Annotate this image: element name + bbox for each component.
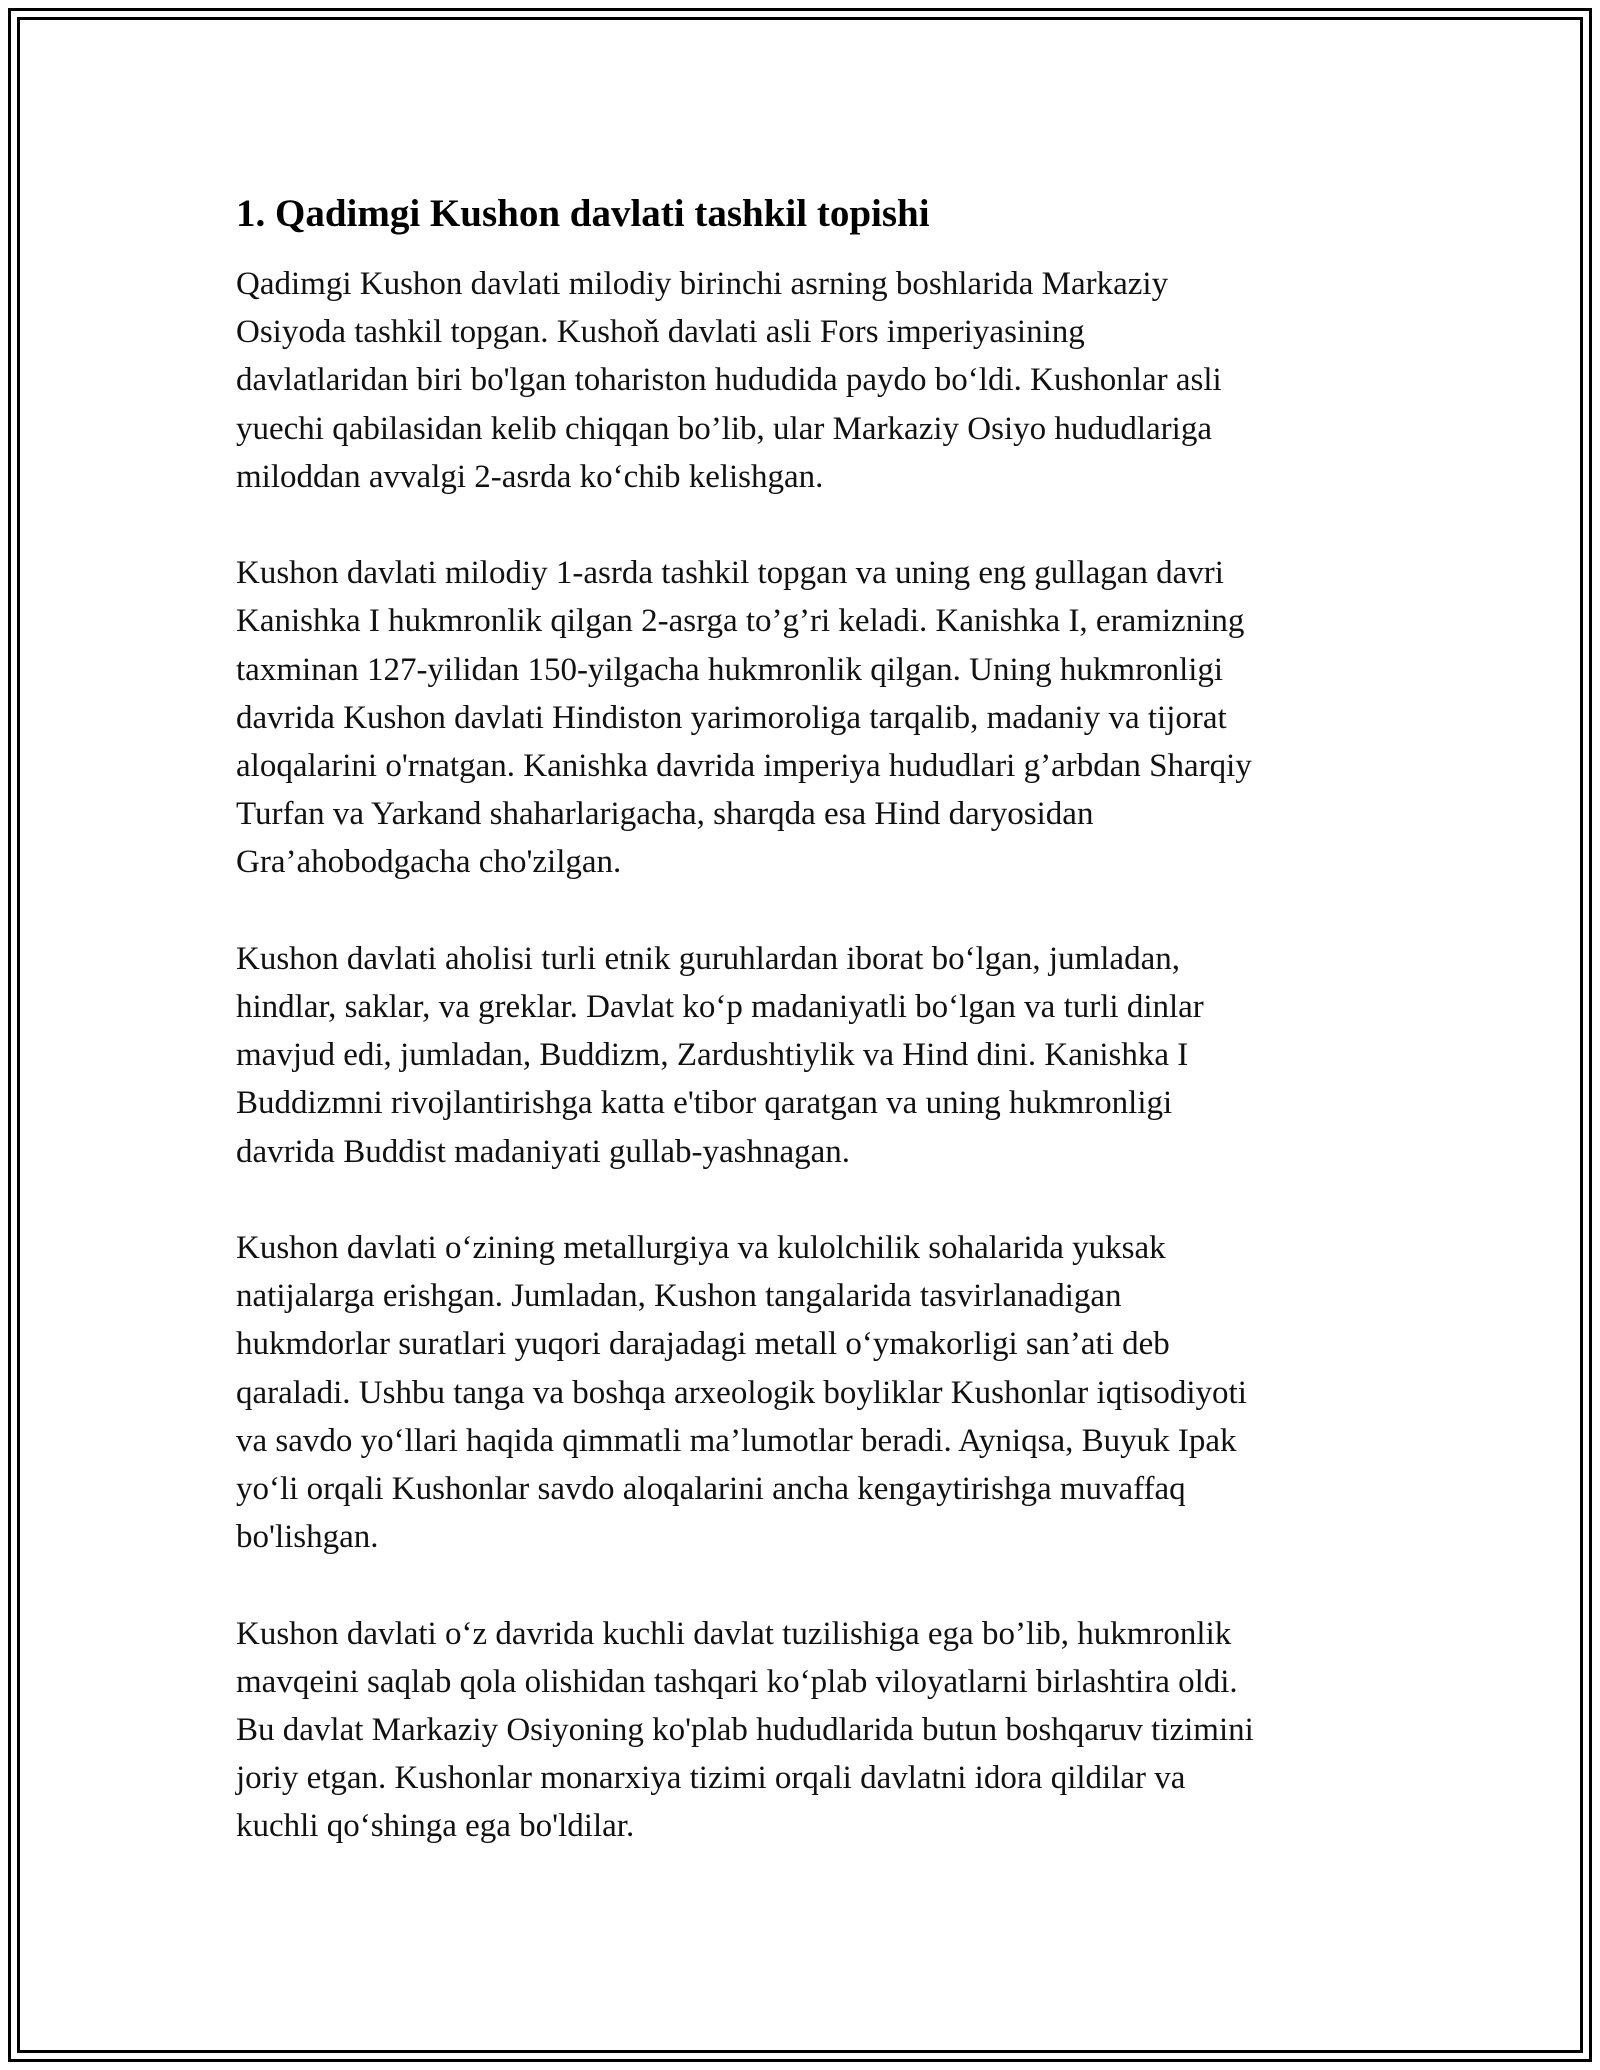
- text-line: davrida Kushon davlati Hindiston yarimoroliga tarqalib, madaniy va tijorat: [236, 699, 1227, 736]
- text-line: hukmdorlar suratlari yuqori darajadagi metall o‘ymakorligi san’ati deb: [236, 1326, 1170, 1363]
- paragraph-4: [236, 1224, 1376, 1561]
- text-line: Qadimgi Kushon davlati milodiy birinchi asrning boshlarida Markaziy: [236, 266, 1169, 302]
- paragraph-3: [236, 935, 1376, 1176]
- text-line: joriy etgan. Kushonlar monarxiya tizimi orqali davlatni idora qildilar va: [236, 1760, 1186, 1797]
- paragraph-2: [236, 549, 1376, 886]
- text-line: davlatlaridan biri bo'lgan tohariston hududida paydo bo‘ldi. Kushonlar asli: [236, 362, 1222, 399]
- text-line: Gra’ahobodgacha cho'zilgan.: [236, 844, 622, 881]
- text-line: mavqeini saqlab qola olishidan tashqari ko‘plab viloyatlarni birlashtira oldi.: [236, 1663, 1238, 1700]
- paragraph-1: [236, 260, 1376, 501]
- text-line: Turfan va Yarkand shaharlarigacha, sharqda esa Hind daryosidan: [236, 796, 1094, 833]
- text-line: Buddizmni rivojlantirishga katta e'tibor qaratgan va uning hukmronligi: [236, 1085, 1173, 1122]
- text-line: Bu davlat Markaziy Osiyoning ko'plab hududlarida butun boshqaruv tizimini: [236, 1712, 1254, 1749]
- text-line: aloqalarini o'rnatgan. Kanishka davrida imperiya hududlari g’arbdan Sharqiy: [236, 748, 1252, 785]
- section-heading: 1. Qadimgi Kushon davlati tashkil topishi: [236, 192, 930, 235]
- text-line: Kushon davlati milodiy 1-asrda tashkil topgan va uning eng gullagan davri: [236, 555, 1224, 592]
- text-line: taxminan 127-yilidan 150-yilgacha hukmronlik qilgan. Uning hukmronligi: [236, 651, 1224, 688]
- text-line: natijalarga erishgan. Jumladan, Kushon tangalarida tasvirlanadigan: [236, 1278, 1122, 1315]
- text-line: Kushon davlati o‘z davrida kuchli davlat tuzilishiga ega bo’lib, hukmronlik: [236, 1615, 1232, 1652]
- document-body: [236, 188, 1376, 1899]
- paragraph-5: [236, 1610, 1376, 1851]
- text-line: hindlar, saklar, va greklar. Davlat ko‘p madaniyatli bo‘lgan va turli dinlar: [236, 989, 1204, 1026]
- text-line: yo‘li orqali Kushonlar savdo aloqalarini ancha kengaytirishga muvaffaq: [236, 1471, 1186, 1508]
- text-line: Kanishka I hukmronlik qilgan 2-asrga to’g’ri keladi. Kanishka I, eramizning: [236, 603, 1245, 640]
- text-line: bo'lishgan.: [236, 1519, 379, 1556]
- text-line: mavjud edi, jumladan, Buddizm, Zardushtiylik va Hind dini. Kanishka I: [236, 1037, 1189, 1074]
- text-line: Kushon davlati aholisi turli etnik guruhlardan iborat bo‘lgan, jumladan,: [236, 940, 1180, 977]
- text-line: yuechi qabilasidan kelib chiqqan bo’lib, ular Markaziy Osiyo hududlariga: [236, 410, 1212, 447]
- text-line: kuchli qo‘shinga ega bo'ldilar.: [236, 1808, 635, 1845]
- text-line: davrida Buddist madaniyati gullab-yashnagan.: [236, 1133, 851, 1170]
- text-line: Osiyoda tashkil topgan. Kushoň davlati asli Fors imperiyasining: [236, 314, 1085, 351]
- text-line: Kushon davlati o‘zining metallurgiya va kulolchilik sohalarida yuksak: [236, 1230, 1166, 1267]
- text-line: miloddan avvalgi 2-asrda ko‘chib kelishgan.: [236, 458, 824, 495]
- text-line: va savdo yo‘llari haqida qimmatli ma’lumotlar beradi. Ayniqsa, Buyuk Ipak: [236, 1422, 1237, 1459]
- text-line: qaraladi. Ushbu tanga va boshqa arxeologik boyliklar Kushonlar iqtisodiyoti: [236, 1374, 1247, 1411]
